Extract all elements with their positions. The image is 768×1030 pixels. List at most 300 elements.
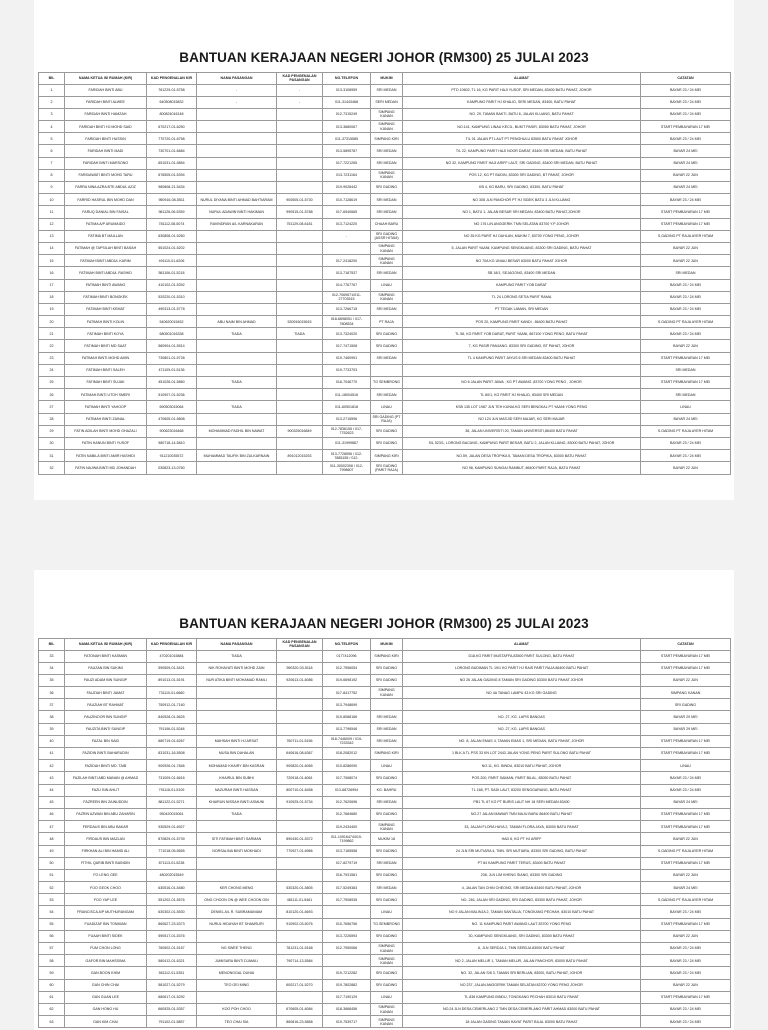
cell-bil: 37 — [39, 699, 65, 711]
cell-nama-kir: FAUZITA BINTI SUNGIP — [65, 723, 147, 735]
cell-ic-kir: 840528-01-5625 — [147, 711, 197, 723]
cell-ic-kir: 980718-14-5810 — [147, 437, 197, 449]
cell-nama-pasangan — [197, 340, 277, 352]
cell-catatan: SRI GADING — [641, 699, 731, 711]
header-alamat: ALAMAT — [403, 639, 641, 651]
cell-nama-pasangan — [197, 462, 277, 474]
cell-catatan: BAYAR 23 / 24 MEI — [641, 906, 731, 918]
cell-telefon: 014-7767767 — [323, 279, 371, 291]
cell-nama-pasangan: NIK ROHAYATI BINTI MOHD ZAIN — [197, 662, 277, 674]
cell-bil: 23 — [39, 352, 65, 364]
cell-nama-kir: FARIDAH BINTI HAMZAH — [65, 108, 147, 120]
cell-nama-pasangan — [197, 723, 277, 735]
cell-ic-pasangan — [277, 157, 323, 169]
cell-alamat: NO 70A KG UNIAU BESAR 83000 BATU PAHAT JOHOR — [403, 255, 641, 267]
cell-telefon: 017-5249383 — [323, 882, 371, 894]
cell-ic-kir: 950916-08-5511 — [147, 194, 197, 206]
cell-catatan: BAYAR 23 / 24 MEI — [641, 328, 731, 340]
table-row — [39, 364, 731, 376]
cell-telefon: 017-2418200 — [323, 255, 371, 267]
cell-nama-kir: FARUQ DANIAL BIN FAISAL — [65, 206, 147, 218]
cell-bil: 32 — [39, 462, 65, 474]
cell-bil: 59 — [39, 967, 65, 979]
cell-ic-pasangan — [277, 437, 323, 449]
cell-catatan: BAYAR 29 MEI — [641, 711, 731, 723]
cell-mukim: SRI MEDAN — [371, 882, 403, 894]
cell-nama-pasangan: TIADA — [197, 808, 277, 820]
cell-ic-pasangan: 790714-13-5584 — [277, 955, 323, 967]
cell-catatan: BAYAR 23 / 24 MEI — [641, 291, 731, 303]
cell-mukim: SIMPANG KANAN — [371, 943, 403, 955]
table-row — [39, 869, 731, 881]
cell-mukim: SRI GADING — [371, 772, 403, 784]
cell-bil: 42 — [39, 760, 65, 772]
header-bil: BIL — [39, 639, 65, 651]
cell-ic-pasangan: 900505-01-5730 — [277, 194, 323, 206]
cell-alamat: 238, JLN LIM KHENG SIANG, 83300 SRI GADING — [403, 869, 641, 881]
cell-mukim: SRI MEDAN — [371, 389, 403, 401]
cell-nama-pasangan: TEO GEI MING — [197, 979, 277, 991]
cell-telefon: 011-18004516 — [323, 389, 371, 401]
cell-mukim: SRI GADING — [371, 674, 403, 686]
cell-bil: 26 — [39, 389, 65, 401]
cell-mukim: SIMPANG KANAN — [371, 108, 403, 120]
cell-ic-kir: 980808-21-5434 — [147, 182, 197, 194]
cell-catatan: BAYAR 22 JUN — [641, 674, 731, 686]
cell-telefon: 011-31443468 — [323, 96, 371, 108]
cell-ic-pasangan: 590320-03-5118 — [277, 662, 323, 674]
cell-ic-pasangan: 920613-01-6086 — [277, 674, 323, 686]
cell-alamat: NO.141, KAMPUNG LINAU KECIL, BUKIT PASIR, 83050 BATU PAHAT, JOHOR — [403, 121, 641, 133]
cell-alamat: NO 308 JLN PANCHOR PT HJ SIDEK BATU 3 JLN KLUANG — [403, 194, 641, 206]
cell-nama-kir: FARRID HASRUL BIN MOHD DAN — [65, 194, 147, 206]
cell-catatan: BAYAR 22 JUN — [641, 169, 731, 181]
cell-catatan: S.GADING PT RAJA AYER HITAM — [641, 230, 731, 242]
cell-ic-pasangan — [277, 650, 323, 662]
cell-ic-kir: 911210035572 — [147, 450, 197, 462]
cell-alamat: NO 2, JALAN MELUR 1, TAMAN MELUR, JALAN PANCHOR, 83000 BATU PAHAT — [403, 955, 641, 967]
cell-nama-kir: FATIMA BT MAILLAN — [65, 230, 147, 242]
cell-mukim: SRI GADING — [371, 967, 403, 979]
cell-mukim: SRI GADING — [371, 930, 403, 942]
cell-nama-pasangan — [197, 291, 277, 303]
cell-nama-kir: FAUZIAH BT RAHMAT — [65, 699, 147, 711]
cell-nama-kir: GAN GUAN LEE — [65, 991, 147, 1003]
cell-nama-kir: FAZILAH BINTI ABD MANAN @ AHMAD — [65, 772, 147, 784]
cell-telefon: 013-2715596 — [323, 413, 371, 425]
cell-catatan: BAYAR 23 / 24 MEI — [641, 279, 731, 291]
cell-nama-kir: FATIMAH BINTI AWANG — [65, 279, 147, 291]
table-row — [39, 194, 731, 206]
cell-catatan: BAYAR 24 MEI — [641, 413, 731, 425]
table-row — [39, 882, 731, 894]
cell-alamat: NO. 27, KG. LAPIS BANGAS — [403, 723, 641, 735]
cell-ic-kir: 660525-01-5357 — [147, 1003, 197, 1015]
cell-nama-kir: FAUZI ADAM BIN SUNGIP — [65, 674, 147, 686]
cell-mukim: SRI MEDAN — [371, 206, 403, 218]
header-nama-pasangan: NAMA PASANGAN — [197, 639, 277, 651]
cell-nama-pasangan: ONG CHOON ON @ WEE CHOON GIN — [197, 894, 277, 906]
table-row — [39, 821, 731, 833]
cell-bil: 58 — [39, 955, 65, 967]
cell-bil: 27 — [39, 401, 65, 413]
table-row — [39, 723, 731, 735]
cell-telefon: 018-2082012 — [323, 748, 371, 760]
cell-ic-pasangan: - — [277, 96, 323, 108]
cell-bil: 43 — [39, 772, 65, 784]
cell-bil: 53 — [39, 894, 65, 906]
cell-ic-kir: 900926-01-7846 — [147, 760, 197, 772]
cell-catatan: BAYAR 22 JUN — [641, 869, 731, 881]
cell-bil: 39 — [39, 723, 65, 735]
cell-ic-kir: 730801-01-5728 — [147, 352, 197, 364]
cell-alamat: NO.59, JALAN DESA TROPIKA 5, TAMAN DESA TROPIKA, 83000 BATU PAHAT — [403, 450, 641, 462]
cell-alamat: NO. 32, JALAN S/8 3, TAMAN SRI BERLIAN, 83000, BATU PAHAT, JOHOR — [403, 967, 641, 979]
cell-mukim: SRI GADING (PARIT RAJA) — [371, 462, 403, 474]
cell-bil: 7 — [39, 157, 65, 169]
cell-alamat: PT 84 KAMPUNG PARIT TERUS, 83400 BATU PAHAT — [403, 857, 641, 869]
table-row — [39, 711, 731, 723]
cell-mukim: SRI MEDAN — [371, 352, 403, 364]
cell-nama-pasangan — [197, 108, 277, 120]
cell-catatan: BAYAR 23 / 24 MEI — [641, 784, 731, 796]
cell-bil: 54 — [39, 906, 65, 918]
table-body — [39, 650, 731, 1028]
cell-telefon: 011-37315585 — [323, 133, 371, 145]
cell-catatan: BAYAR 23 / 24 MEI — [641, 84, 731, 96]
cell-ic-pasangan — [277, 230, 323, 242]
cell-nama-kir: FIRKHAN ALI BIN HAMID ALI — [65, 845, 147, 857]
cell-nama-pasangan — [197, 437, 277, 449]
cell-catatan: BAYAR 23 / 24 MEI — [641, 96, 731, 108]
cell-telefon: - — [323, 230, 371, 242]
cell-nama-kir: FATIMAH BINTI MD SAAT — [65, 340, 147, 352]
cell-mukim: SIMPANG KANAN — [371, 242, 403, 254]
cell-mukim: SRI GADING — [371, 437, 403, 449]
cell-telefon: 018-6698051 / 017-7808534 — [323, 316, 371, 328]
cell-bil: 56 — [39, 930, 65, 942]
page-title: BANTUAN KERAJAAN NEGERI JOHOR (RM300) 25 JULAI 2023 — [179, 616, 589, 631]
cell-bil: 21 — [39, 328, 65, 340]
cell-alamat: TL 836 KAMPUNG BINDU, TONGKANG PECHAH 83010 BATU PAHAT — [403, 991, 641, 1003]
cell-nama-pasangan — [197, 279, 277, 291]
cell-catatan: BAYAR 22 JUN — [641, 340, 731, 352]
cell-alamat: 1 BLK A TL PSS 33 KN LOT 2443 JALAN YONG PENG PARIT SULONG BATU PAHAT — [403, 748, 641, 760]
cell-ic-pasangan — [277, 699, 323, 711]
cell-ic-pasangan: 860816-23-5858 — [277, 1016, 323, 1028]
cell-bil: 9 — [39, 182, 65, 194]
cell-catatan: BAYAR 23 / 24 MEI — [641, 1003, 731, 1015]
cell-ic-kir: 680719-01-6267 — [147, 735, 197, 747]
cell-alamat — [403, 699, 641, 711]
cell-alamat: 4, JALAN TAN CHIN CHEONG, SRI MEDAN 83400 BATU PAHAT, JOHOR — [403, 882, 641, 894]
table-row — [39, 218, 731, 230]
cell-nama-kir: FATIMAH BINTI ABDUL KARIM — [65, 255, 147, 267]
cell-ic-kir: 860627-23-5373 — [147, 918, 197, 930]
table-row — [39, 145, 731, 157]
table-row — [39, 206, 731, 218]
cell-bil: 8 — [39, 169, 65, 181]
cell-catatan: BAYAR 22 JUN — [641, 255, 731, 267]
cell-telefon: 016-7046770 — [323, 377, 371, 389]
cell-alamat: POS 200, PARIT SAIMAN, PARIT BILAL, 83050 BATU PAHAT — [403, 772, 641, 784]
table-row — [39, 279, 731, 291]
table-row — [39, 760, 731, 772]
cell-ic-kir: 770720-01-6758 — [147, 133, 197, 145]
cell-bil: 62 — [39, 1003, 65, 1015]
cell-alamat: NO 98, KAMPUNG SUNGAI RAMBUT, 86400 PARIT RAJA, BATU PAHAT — [403, 462, 641, 474]
cell-mukim: MUKIM 18 — [371, 833, 403, 845]
cell-telefon: 019-7539717 — [323, 1016, 371, 1028]
cell-mukim: TG SEMBRONG — [371, 377, 403, 389]
cell-mukim: LINAU — [371, 401, 403, 413]
cell-telefon: 019-7212282 — [323, 967, 371, 979]
cell-alamat: 24 JLN SRI MUTIARA 4, TMN. SRI MUTIARA, 83300 SRI GADING, BATU PAHAT — [403, 845, 641, 857]
table-row — [39, 772, 731, 784]
cell-nama-kir: FATIN ADILAH BINTI MOHD GHAZALI — [65, 425, 147, 437]
cell-ic-kir: 950420015061 — [147, 808, 197, 820]
cell-alamat: TL 168, PT. SADI LAUT, 83200 SENGGARANG, BATU PAHAT — [403, 784, 641, 796]
cell-nama-kir: GAN BOON KHIM — [65, 967, 147, 979]
table-row — [39, 1016, 731, 1028]
table-row — [39, 808, 731, 820]
cell-ic-pasangan — [277, 930, 323, 942]
recipient-table — [38, 72, 731, 475]
table-row — [39, 230, 731, 242]
cell-ic-kir: 791106-01-5248 — [147, 723, 197, 735]
cell-nama-pasangan: NURUL HIDAYAH BT SHAMSURI — [197, 918, 277, 930]
cell-bil: 40 — [39, 735, 65, 747]
cell-nama-kir: FARIDAH BINTI ABU — [65, 84, 147, 96]
cell-alamat: TL 24 LORONG SETIA PARIT RAMA — [403, 291, 641, 303]
header-nama-kir: NAMA KETUA ISI RUMAH (KIR) — [65, 639, 147, 651]
cell-nama-pasangan: NAZURAH BINTI HASSAN — [197, 784, 277, 796]
table-row — [39, 291, 731, 303]
cell-ic-pasangan: 481111-01-5461 — [277, 894, 323, 906]
cell-telefon: 013-7231164 — [323, 169, 371, 181]
cell-catatan: START PEMBAYARAN 17 MEI — [641, 662, 731, 674]
cell-catatan: START PEMBAYARAN 17 MEI — [641, 735, 731, 747]
cell-telefon: 019-7802882 — [323, 979, 371, 991]
table-row — [39, 991, 731, 1003]
cell-bil: 17 — [39, 279, 65, 291]
cell-ic-kir: 930529-01-6927 — [147, 821, 197, 833]
cell-nama-kir: FUADIZAF BIN TONIMAN — [65, 918, 147, 930]
cell-alamat: NO.27 JALAN MAWAR TMN MAJU BARU 86400 BATU PAHAT — [403, 808, 641, 820]
cell-nama-kir: FARIDAH BINTI HUSSIN — [65, 133, 147, 145]
table-row — [39, 748, 731, 760]
cell-catatan: BAYAR 23 / 24 MEI — [641, 967, 731, 979]
cell-ic-pasangan — [277, 711, 323, 723]
header-ic-kir: KAD PENGENALAN KIR — [147, 73, 197, 85]
cell-mukim: SIMPANG KIRI — [371, 133, 403, 145]
cell-nama-kir: FARRA NINA AZRA BTE ABDUL AZIZ — [65, 182, 147, 194]
cell-mukim: SRI MEDAN — [371, 194, 403, 206]
cell-telefon: 013-7796546 — [323, 723, 371, 735]
table-row — [39, 413, 731, 425]
cell-nama-pasangan: TIADA — [197, 377, 277, 389]
table-row — [39, 735, 731, 747]
cell-telefon — [323, 242, 371, 254]
cell-nama-pasangan: - — [197, 96, 277, 108]
cell-alamat: D18,KG PARIT MUSTAFFA,83500 PARIT SULONG, BATU PAHAT — [403, 650, 641, 662]
cell-catatan: LINAU — [641, 401, 731, 413]
cell-nama-kir: FAUZINOOR BIN SUNGIP — [65, 711, 147, 723]
cell-catatan: BAYAR 24 MEI — [641, 182, 731, 194]
cell-alamat: 36, JALAN UNIVERSITI 20, TAMAN UNIVERSITI,86400 BATU PAHAT — [403, 425, 641, 437]
cell-bil: 38 — [39, 711, 65, 723]
cell-ic-pasangan — [277, 255, 323, 267]
cell-nama-kir: FATIMAH @ TAPSILAH BINTI BASAH — [65, 242, 147, 254]
cell-telefon: 012-7950066 — [323, 943, 371, 955]
header-telefon: NO.TELEFON — [323, 639, 371, 651]
cell-ic-pasangan: 720918-01-6061 — [277, 772, 323, 784]
cell-mukim: PT RAJA — [371, 316, 403, 328]
table-row — [39, 674, 731, 686]
cell-ic-kir: 731110-01-6660 — [147, 687, 197, 699]
cell-alamat: POS 12, KG PT BUDIN, 83300 SRI GADING, BT PAHAT, JOHOR — [403, 169, 641, 181]
table-row — [39, 845, 731, 857]
table-header-row — [39, 639, 731, 651]
cell-alamat: KAMPUNG PARIT YOB DARAT — [403, 279, 641, 291]
cell-alamat: NO.24 JLN DESA CEMERLANG 2 TMN DESA CEMERLANG PARIT AHMAD 83000 BATU PAHAT — [403, 1003, 641, 1015]
cell-nama-kir: FATIMAH BINTI YAHOOP — [65, 401, 147, 413]
page-gap — [0, 500, 768, 570]
cell-catatan: BAYAR 24 MEI — [641, 157, 731, 169]
cell-bil: 15 — [39, 255, 65, 267]
cell-nama-kir: FAZREEN BIN ZAINUDDIN — [65, 796, 147, 808]
table-row — [39, 967, 731, 979]
cell-ic-kir: 520220-01-5310 — [147, 291, 197, 303]
cell-ic-kir: 540620015452 — [147, 316, 197, 328]
table-row — [39, 108, 731, 120]
cell-mukim: SIMPANG KANAN — [371, 955, 403, 967]
cell-telefon: 011-10916474/019-7199862 — [323, 833, 371, 845]
cell-mukim: SIMPANG KANAN — [371, 291, 403, 303]
cell-nama-pasangan — [197, 145, 277, 157]
cell-nama-kir: FARIDAH BINTI HJ MOHD SAID — [65, 121, 147, 133]
cell-ic-pasangan: 810120-01-6693 — [277, 906, 323, 918]
cell-ic-kir: 870829-01-5739 — [147, 833, 197, 845]
cell-alamat: NO 1, BATU 1, JALAN BESAR SRI MEDAN, 83400 BATU PAHAT,JOHOR — [403, 206, 641, 218]
table-row — [39, 662, 731, 674]
cell-mukim: SRI GADING (PT RAJA) — [371, 413, 403, 425]
cell-nama-pasangan — [197, 930, 277, 942]
cell-bil: 14 — [39, 242, 65, 254]
cell-bil: 61 — [39, 991, 65, 1003]
cell-mukim: SRI GADING — [371, 340, 403, 352]
header-catatan: CATATAN — [641, 73, 731, 85]
cell-ic-kir: 410102-01-5392 — [147, 279, 197, 291]
cell-ic-pasangan: 900325016849 — [277, 425, 323, 437]
cell-ic-pasangan — [277, 413, 323, 425]
cell-ic-kir: 881122-01-5271 — [147, 796, 197, 808]
cell-catatan: SRI MEDAN — [641, 267, 731, 279]
cell-bil: 5 — [39, 133, 65, 145]
cell-ic-kir: 630302-01-5530 — [147, 906, 197, 918]
cell-telefon: 016-7931581 — [323, 869, 371, 881]
cell-nama-kir: FATIN NABILA BINTI AMIR HASHIDI — [65, 450, 147, 462]
cell-bil: 3 — [39, 108, 65, 120]
cell-ic-kir: 981126-06-5359 — [147, 206, 197, 218]
cell-ic-kir: 480202015549 — [147, 869, 197, 881]
cell-ic-pasangan — [277, 991, 323, 1003]
cell-mukim: LINAU — [371, 991, 403, 1003]
cell-mukim: SRI GADING — [371, 425, 403, 437]
cell-telefon: 012-7069671/011-27703515 — [323, 291, 371, 303]
table-row — [39, 894, 731, 906]
cell-mukim: LINAU — [371, 279, 403, 291]
cell-nama-pasangan: TIADA — [197, 328, 277, 340]
cell-ic-kir: 551202-01-5576 — [147, 894, 197, 906]
cell-ic-kir: 781112-08-5074 — [147, 218, 197, 230]
cell-alamat: NO 9 JALAN MALINJA 2, TAMAN SANTALIA, TONGKANG PECHAH, 83010 BATU PAHAT — [403, 906, 641, 918]
cell-alamat: NO. 29, TAMAN BAKTI, BATU 6, JALAN KLUANG, BATU PAHAT — [403, 108, 641, 120]
cell-mukim: KG. BAHRU — [371, 784, 403, 796]
table-row — [39, 401, 731, 413]
cell-ic-pasangan — [277, 723, 323, 735]
table-header-row — [39, 73, 731, 85]
cell-bil: 11 — [39, 206, 65, 218]
cell-mukim: LINAU — [371, 760, 403, 772]
cell-nama-kir: FATIMAH BINTI SUJAK — [65, 377, 147, 389]
cell-catatan: BAYAR 23 / 24 MEI — [641, 133, 731, 145]
cell-alamat: 30, KAMPUNG SENGKUANG, SRI GADING, 83300 BATU PAHAT — [403, 930, 641, 942]
cell-ic-pasangan: - — [277, 84, 323, 96]
cell-ic-kir: 760502-01-5157 — [147, 943, 197, 955]
cell-catatan: SRI MEDAN — [641, 389, 731, 401]
cell-catatan: START PEMBAYARAN 17 MEI — [641, 650, 731, 662]
cell-ic-kir: 690503015064 — [147, 401, 197, 413]
cell-bil: 34 — [39, 662, 65, 674]
cell-nama-pasangan: MUSA BIN DAHALAN — [197, 748, 277, 760]
cell-ic-pasangan: 990515-01-5788 — [277, 206, 323, 218]
cell-nama-pasangan — [197, 821, 277, 833]
cell-nama-pasangan: MOHAMMAD FADHIL BIN NAWAT — [197, 425, 277, 437]
cell-mukim: SIMPANG KANAN — [371, 255, 403, 267]
cell-nama-pasangan: ABU NAIM BIN AHMAD — [197, 316, 277, 328]
cell-telefon: 018-7446009 / 019-7233342 — [323, 735, 371, 747]
cell-bil: 1 — [39, 84, 65, 96]
cell-alamat: PTD 10602, TL 16, KG PARIT HAJI YUSOF, SRI MEDAN, 83400 BATU PAHAT, JOHOR — [403, 84, 641, 96]
cell-ic-pasangan: 530320-01-5805 — [277, 882, 323, 894]
cell-ic-pasangan — [277, 121, 323, 133]
cell-alamat: 7, KG PASIR PANJANG, 83300 SRI GADING, BT PAHAT, JOHOR — [403, 340, 641, 352]
cell-telefon: 017-7471508 — [323, 340, 371, 352]
cell-bil: 45 — [39, 796, 65, 808]
cell-bil: 6 — [39, 145, 65, 157]
cell-alamat: T/L 01 JALAN PT LAUT PT PENGHULU 83500 BATU PAHAT JOHOR — [403, 133, 641, 145]
header-mukim: MUKIM — [371, 639, 403, 651]
header-nama-pasangan: NAMA PASANGAN — [197, 73, 277, 85]
cell-nama-pasangan — [197, 121, 277, 133]
cell-ic-kir: 630516-01-5480 — [147, 882, 197, 894]
cell-ic-kir: 900623016468 — [147, 425, 197, 437]
cell-nama-pasangan: SITI FATIMAH BINTI SARMAN — [197, 833, 277, 845]
cell-telefon: 013-7124220 — [323, 218, 371, 230]
cell-bil: 18 — [39, 291, 65, 303]
cell-nama-pasangan — [197, 857, 277, 869]
cell-alamat: TL 4 KAMPUNG PARIT JAYUS 6 SRI MEDAN 83400 BATU PAHAT — [403, 352, 641, 364]
cell-nama-pasangan: KER CHONG MENG — [197, 882, 277, 894]
cell-nama-pasangan: TIADA — [197, 401, 277, 413]
cell-catatan: BAYAR 22 JUN — [641, 833, 731, 845]
table-row — [39, 377, 731, 389]
cell-mukim: SRI GADING (ASSR HITAM) — [371, 230, 403, 242]
cell-ic-pasangan: 891012015253 — [277, 450, 323, 462]
cell-mukim: SIMPANG KANAN — [371, 1003, 403, 1015]
cell-mukim: SIMPANG KANAN — [371, 687, 403, 699]
